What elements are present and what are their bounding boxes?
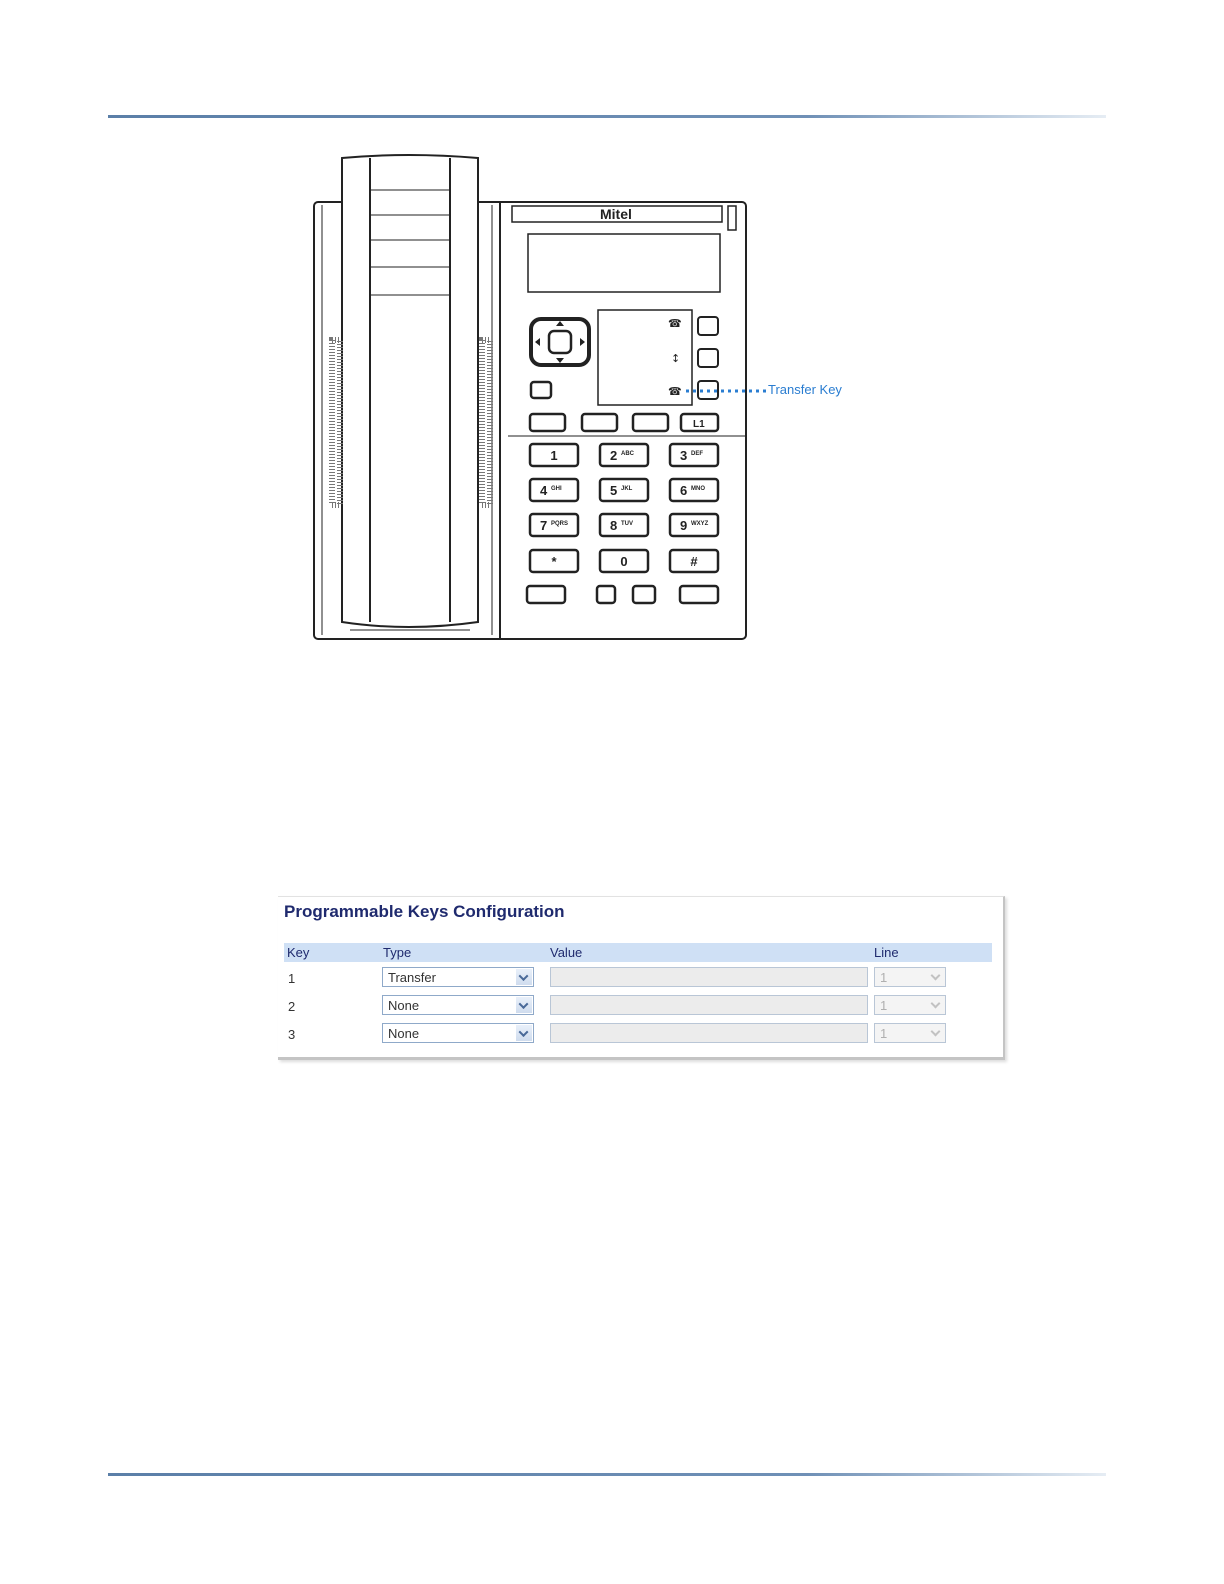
main-display — [528, 234, 720, 292]
header-rule — [108, 115, 1106, 118]
volume-up-key — [633, 586, 655, 603]
chevron-down-icon — [930, 971, 942, 983]
table-header — [284, 943, 992, 962]
keypad-digit: 2 — [610, 448, 618, 463]
header-value: Value — [550, 945, 583, 960]
footer-rule — [108, 1473, 1106, 1476]
hold-key — [633, 414, 668, 431]
transfer-icon: ☎ — [668, 385, 682, 398]
value-input[interactable] — [550, 1023, 868, 1043]
chevron-down-icon — [930, 1027, 942, 1039]
keypad-digit: 8 — [610, 518, 618, 533]
handset — [342, 155, 478, 627]
volume-down-key — [597, 586, 615, 603]
header-type: Type — [383, 945, 412, 960]
keypad-digit: * — [551, 554, 557, 569]
table-row — [284, 1023, 992, 1047]
mute-key — [527, 586, 565, 603]
message-key — [531, 382, 551, 398]
header-key: Key — [287, 945, 310, 960]
keypad-digit: 4 — [540, 483, 548, 498]
keypad-letters: GHI — [551, 486, 562, 492]
key-number: 3 — [288, 1027, 296, 1042]
type-select[interactable]: Transfer — [382, 967, 534, 987]
header-line: Line — [874, 945, 899, 960]
keypad-digit: 3 — [680, 448, 688, 463]
keypad-digit: 0 — [620, 554, 628, 569]
key-number: 2 — [288, 999, 296, 1014]
value-input[interactable] — [550, 967, 868, 987]
phone-illustration — [300, 145, 770, 645]
key-number: 1 — [288, 971, 296, 986]
keypad-digit: 9 — [680, 518, 688, 533]
type-select[interactable]: None — [382, 995, 534, 1015]
keypad-letters: DEF — [691, 451, 703, 457]
line-key-label: L1 — [693, 419, 705, 430]
table-row — [284, 995, 992, 1019]
chevron-down-icon — [516, 969, 532, 985]
line-select[interactable]: 1 — [874, 1023, 946, 1043]
keypad-digit: # — [690, 554, 698, 569]
chevron-down-icon — [930, 999, 942, 1011]
mitel-logo: Mitel — [600, 206, 632, 222]
keypad-letters: MNO — [691, 486, 705, 492]
programmable-keys-panel — [278, 896, 1005, 1060]
keypad — [530, 444, 718, 572]
programmable-key-1 — [698, 317, 718, 335]
value-input[interactable] — [550, 995, 868, 1015]
panel-title: Programmable Keys Configuration — [284, 902, 565, 921]
goodbye-key — [530, 414, 565, 431]
table-row — [284, 967, 992, 991]
arrows-icon: ↕ — [671, 352, 681, 365]
transfer-key-callout: Transfer Key — [768, 382, 842, 397]
keypad-digit: 1 — [550, 448, 558, 463]
keypad-letters: PQRS — [551, 521, 569, 527]
keypad-digit: 5 — [610, 483, 618, 498]
chevron-down-icon — [516, 1025, 532, 1041]
programmable-key-2 — [698, 349, 718, 367]
keypad-letters: TUV — [621, 521, 633, 527]
speaker-key — [680, 586, 718, 603]
chevron-down-icon — [516, 997, 532, 1013]
keypad-digit: 7 — [540, 518, 548, 533]
keypad-letters: ABC — [621, 451, 634, 457]
redial-key — [582, 414, 617, 431]
line-select[interactable]: 1 — [874, 995, 946, 1015]
keypad-digit: 6 — [680, 483, 688, 498]
keypad-letters: JKL — [621, 486, 633, 492]
line-select[interactable]: 1 — [874, 967, 946, 987]
keypad-letters: WXYZ — [691, 521, 709, 527]
phone-icon: ☎ — [668, 317, 682, 330]
type-select[interactable]: None — [382, 1023, 534, 1043]
